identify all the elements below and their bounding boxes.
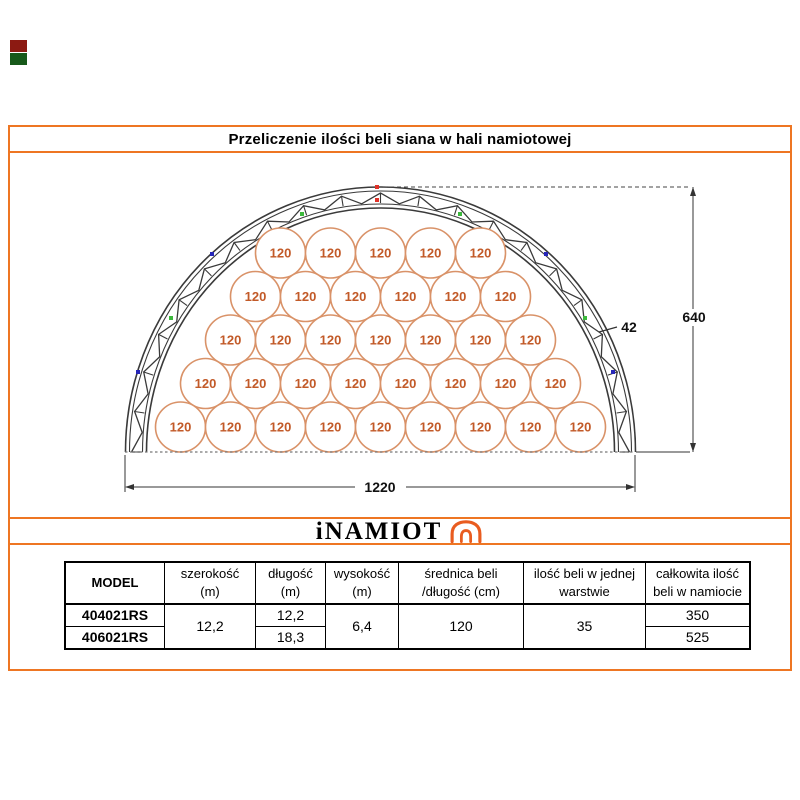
bale-diameter-label: 120: [269, 419, 292, 435]
bale-diameter-label: 120: [194, 376, 217, 391]
bale-diameter-label: 120: [344, 289, 367, 304]
cell-calkowita-1: 350: [646, 604, 751, 627]
bale-diameter-label: 120: [444, 289, 467, 304]
truss-node-marker: [544, 252, 548, 256]
cell-dlugosc-1: 12,2: [256, 604, 326, 627]
bale-diameter-label: 120: [419, 332, 442, 348]
bale-diameter-label: 120: [219, 419, 242, 435]
col-model: MODEL: [65, 562, 165, 604]
tent-icon: [448, 519, 484, 544]
bale-stack: [156, 228, 606, 452]
cell-wysokosc: 6,4: [326, 604, 399, 649]
col-ilosc-warstwa: ilość beli w jednej warstwie: [524, 562, 646, 604]
hall-diagram: [10, 153, 790, 517]
cell-ilosc: 35: [524, 604, 646, 649]
truss-node-marker: [169, 316, 173, 320]
truss-node-marker: [375, 185, 379, 189]
arrow-up: [690, 187, 696, 196]
bale-diameter-label: 120: [519, 419, 542, 435]
bale-diameter-label: 120: [419, 245, 442, 261]
bale-diameter-label: 120: [319, 419, 342, 435]
col-dlugosc: długość (m): [256, 562, 326, 604]
truss-post: [268, 221, 273, 230]
bale-diameter-label: 120: [344, 376, 367, 391]
bale-diameter-label: 120: [394, 376, 417, 391]
broken-image-icon-bottom: [10, 53, 27, 65]
col-szerokosc: szerokość (m): [165, 562, 256, 604]
truss-post: [418, 196, 420, 206]
bale-diameter-label: 120: [294, 289, 317, 304]
bale-diameter-label: 120: [494, 376, 517, 391]
bale-diameter-label: 120: [494, 289, 517, 304]
bale-diameter-label: 120: [294, 376, 317, 391]
bale-diameter-label: 120: [419, 419, 442, 435]
bale-diameter-label: 120: [444, 376, 467, 391]
truss-node-marker: [611, 370, 615, 374]
spec-table: [64, 561, 751, 650]
brand-bar: [10, 517, 790, 545]
bale-diameter-label: 120: [269, 245, 292, 261]
bale-diameter-label: 120: [369, 332, 392, 348]
bale-diameter-label: 120: [169, 419, 192, 435]
truss-post: [594, 334, 603, 339]
bale-diameter-label: 120: [319, 245, 342, 261]
bale-diameter-label: 120: [519, 332, 542, 348]
spec-sheet: [8, 125, 792, 671]
bale-diameter-label: 120: [244, 376, 267, 391]
cell-dlugosc-2: 18,3: [256, 627, 326, 650]
bale-diameter-label: 120: [394, 289, 417, 304]
truss-node-marker: [458, 212, 462, 216]
truss-post: [179, 300, 187, 306]
cell-model-2: 406021RS: [65, 627, 165, 650]
truss-post: [617, 412, 627, 414]
truss-node-marker: [210, 252, 214, 256]
diagram-region: [10, 153, 790, 517]
truss-dim-label: 42: [621, 319, 637, 335]
table-region: [10, 545, 790, 669]
truss-node-marker: [375, 198, 379, 202]
cell-szerokosc: 12,2: [165, 604, 256, 649]
col-wysokosc: wysokość (m): [326, 562, 399, 604]
truss-post: [454, 206, 457, 216]
bale-diameter-label: 120: [369, 245, 392, 261]
truss-node-marker: [583, 316, 587, 320]
bale-diameter-label: 120: [319, 332, 342, 348]
truss-post: [574, 300, 582, 306]
height-dim-label: 640: [682, 309, 706, 325]
truss-post: [234, 243, 240, 251]
truss-post: [489, 221, 494, 230]
brand-logo-text: iNAMIOT: [315, 517, 443, 545]
arrow-down: [690, 443, 696, 452]
table-row: [65, 604, 750, 627]
width-dim-label: 1220: [364, 479, 396, 495]
arrow-right: [626, 484, 635, 490]
cell-srednica: 120: [399, 604, 524, 649]
page-title: Przeliczenie ilości beli siana w hali namiotowej: [228, 130, 572, 148]
truss-node-marker: [300, 212, 304, 216]
bale-diameter-label: 120: [544, 376, 567, 391]
broken-image-icon: [10, 40, 27, 65]
table-header-row: [65, 562, 750, 604]
bale-diameter-label: 120: [244, 289, 267, 304]
col-calkowita: całkowita ilość beli w namiocie: [646, 562, 751, 604]
truss-post: [342, 196, 344, 206]
truss-post: [144, 372, 154, 375]
bale-diameter-label: 120: [469, 332, 492, 348]
bale-diameter-label: 120: [569, 419, 592, 435]
bale-diameter-label: 120: [469, 419, 492, 435]
arrow-left: [125, 484, 134, 490]
cell-calkowita-2: 525: [646, 627, 751, 650]
bale-diameter-label: 120: [219, 332, 242, 348]
bale-diameter-label: 120: [469, 245, 492, 261]
cell-model-1: 404021RS: [65, 604, 165, 627]
truss-post: [521, 243, 527, 251]
truss-post: [204, 269, 211, 276]
truss-node-marker: [136, 370, 140, 374]
broken-image-icon-top: [10, 40, 27, 52]
col-srednica: średnica beli /długość (cm): [399, 562, 524, 604]
truss-post: [135, 412, 145, 414]
truss-post: [304, 206, 307, 216]
truss-post: [550, 269, 557, 276]
truss-post: [159, 334, 168, 339]
bale-diameter-label: 120: [269, 332, 292, 348]
bale-diameter-label: 120: [369, 419, 392, 435]
title-bar: [10, 127, 790, 153]
